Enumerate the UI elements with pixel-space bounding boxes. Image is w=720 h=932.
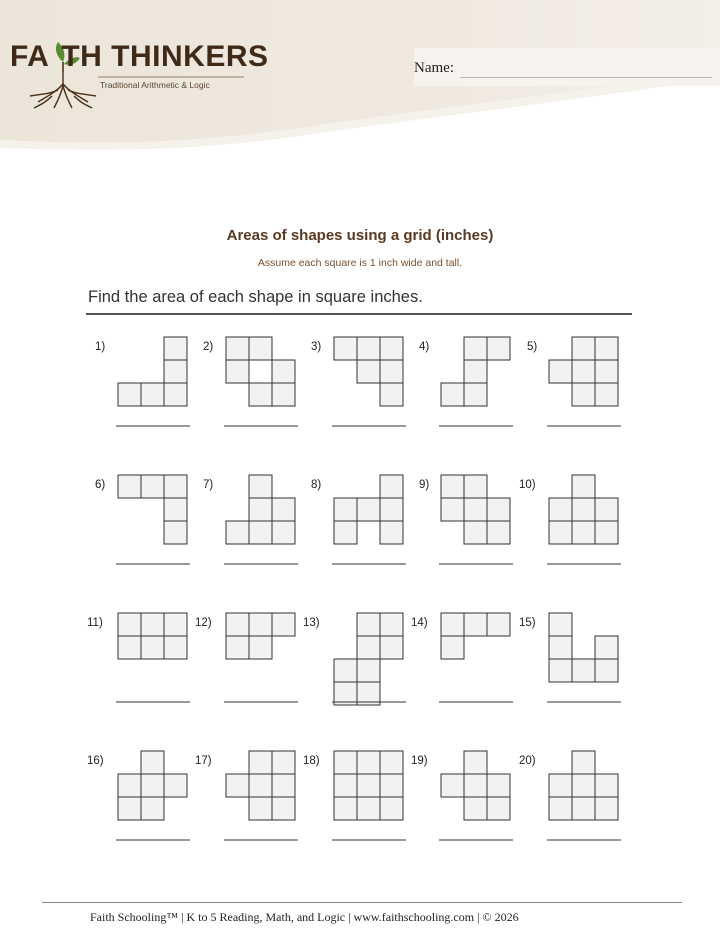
grid-cell: [249, 797, 272, 820]
grid-cell: [249, 383, 272, 406]
grid-cell: [357, 751, 380, 774]
grid-cell: [249, 498, 272, 521]
problem-17: [195, 751, 298, 840]
grid-cell: [164, 337, 187, 360]
grid-cell: [334, 774, 357, 797]
problem-label: 18): [303, 755, 320, 767]
grid-cell: [595, 659, 618, 682]
problem-label: 4): [419, 341, 430, 353]
logo-wordmark-part-a: FA: [10, 40, 50, 73]
grid-cell: [464, 613, 487, 636]
grid-cell: [226, 337, 249, 360]
grid-cell: [272, 751, 295, 774]
grid-cell: [572, 797, 595, 820]
grid-cell: [464, 521, 487, 544]
grid-cell: [272, 360, 295, 383]
problem-label: 19): [411, 755, 428, 767]
grid-cell: [441, 636, 464, 659]
grid-cell: [249, 337, 272, 360]
grid-cell: [249, 636, 272, 659]
grid-cell: [487, 774, 510, 797]
grid-cell: [357, 360, 380, 383]
grid-cell: [595, 774, 618, 797]
grid-cell: [272, 383, 295, 406]
grid-cell: [595, 360, 618, 383]
grid-cell: [572, 774, 595, 797]
grid-cell: [164, 360, 187, 383]
grid-cell: [334, 659, 357, 682]
grid-cell: [226, 360, 249, 383]
grid-cell: [549, 521, 572, 544]
problem-label: 11): [87, 617, 103, 629]
worksheet-subtitle: Assume each square is 1 inch wide and tall.: [257, 257, 463, 269]
grid-cell: [441, 613, 464, 636]
grid-cell: [118, 475, 141, 498]
grid-cell: [595, 521, 618, 544]
grid-cell: [249, 475, 272, 498]
grid-cell: [226, 774, 249, 797]
grid-cell: [380, 383, 403, 406]
grid-cell: [572, 360, 595, 383]
grid-cell: [164, 498, 187, 521]
problem-2: [203, 337, 298, 426]
grid-cell: [357, 613, 380, 636]
problem-label: 17): [195, 755, 212, 767]
problem-label: 10): [519, 479, 536, 491]
problem-18: [303, 751, 406, 840]
grid-cell: [334, 521, 357, 544]
logo-wordmark-part-b: TH THINKERS: [61, 40, 269, 73]
problem-label: 5): [527, 341, 538, 353]
grid-cell: [249, 613, 272, 636]
grid-cell: [487, 337, 510, 360]
problem-7: [203, 475, 298, 564]
problem-10: [519, 475, 621, 564]
problem-label: 20): [519, 755, 536, 767]
grid-cell: [334, 498, 357, 521]
grid-cell: [164, 613, 187, 636]
grid-cell: [380, 774, 403, 797]
grid-cell: [357, 774, 380, 797]
grid-cell: [595, 797, 618, 820]
grid-cell: [549, 498, 572, 521]
grid-cell: [226, 521, 249, 544]
problem-label: 1): [95, 341, 106, 353]
grid-cell: [249, 774, 272, 797]
grid-cell: [572, 498, 595, 521]
problem-13: [303, 613, 406, 705]
grid-cell: [272, 797, 295, 820]
problem-5: [527, 337, 621, 426]
grid-cell: [226, 613, 249, 636]
grid-cell: [380, 498, 403, 521]
grid-cell: [464, 475, 487, 498]
problem-label: 3): [311, 341, 322, 353]
problem-1: [95, 337, 190, 426]
problem-6: [95, 475, 190, 564]
grid-cell: [272, 521, 295, 544]
grid-cell: [164, 383, 187, 406]
grid-cell: [249, 751, 272, 774]
grid-cell: [595, 383, 618, 406]
problem-9: [419, 475, 513, 564]
problem-label: 9): [419, 479, 430, 491]
problem-label: 2): [203, 341, 214, 353]
grid-cell: [141, 613, 164, 636]
footer-divider: [42, 902, 682, 903]
grid-cell: [572, 383, 595, 406]
grid-cell: [141, 797, 164, 820]
grid-cell: [595, 498, 618, 521]
grid-cell: [441, 383, 464, 406]
grid-cell: [141, 475, 164, 498]
grid-cell: [549, 636, 572, 659]
grid-cell: [572, 751, 595, 774]
problem-11: [87, 613, 190, 702]
problem-label: 12): [195, 617, 212, 629]
grid-cell: [118, 613, 141, 636]
grid-cell: [357, 659, 380, 682]
grid-cell: [549, 774, 572, 797]
grid-cell: [441, 498, 464, 521]
footer-text: Faith Schooling™ | K to 5 Reading, Math, and Logic | www.faithschooling.com | © 2026: [90, 910, 519, 924]
problem-4: [419, 337, 513, 426]
problem-label: 13): [303, 617, 320, 629]
grid-cell: [464, 498, 487, 521]
problem-8: [311, 475, 406, 564]
problem-label: 14): [411, 617, 428, 629]
grid-cell: [380, 636, 403, 659]
worksheet-instruction: Find the area of each shape in square inches.: [88, 288, 423, 306]
grid-cell: [357, 337, 380, 360]
grid-cell: [334, 337, 357, 360]
problem-label: 15): [519, 617, 536, 629]
grid-cell: [380, 751, 403, 774]
grid-cell: [595, 636, 618, 659]
grid-cell: [572, 475, 595, 498]
grid-cell: [164, 636, 187, 659]
grid-cell: [441, 774, 464, 797]
problem-3: [311, 337, 406, 426]
grid-cell: [141, 636, 164, 659]
grid-cell: [464, 797, 487, 820]
grid-cell: [595, 337, 618, 360]
grid-cell: [141, 774, 164, 797]
problem-12: [195, 613, 298, 702]
grid-cell: [441, 475, 464, 498]
grid-cell: [380, 360, 403, 383]
grid-cell: [118, 797, 141, 820]
grid-cell: [380, 475, 403, 498]
grid-cell: [464, 360, 487, 383]
grid-cell: [380, 797, 403, 820]
grid-cell: [549, 659, 572, 682]
grid-cell: [118, 383, 141, 406]
grid-cell: [549, 797, 572, 820]
grid-cell: [572, 659, 595, 682]
grid-cell: [357, 636, 380, 659]
grid-cell: [572, 521, 595, 544]
problem-label: 16): [87, 755, 104, 767]
grid-cell: [549, 613, 572, 636]
grid-cell: [272, 498, 295, 521]
problem-16: [87, 751, 190, 840]
grid-cell: [226, 636, 249, 659]
problem-20: [519, 751, 621, 840]
grid-cell: [272, 774, 295, 797]
grid-cell: [487, 797, 510, 820]
problem-label: 6): [95, 479, 106, 491]
grid-cell: [464, 337, 487, 360]
grid-cell: [380, 613, 403, 636]
grid-cell: [464, 383, 487, 406]
logo-tagline: Traditional Arithmetic & Logic: [100, 80, 210, 90]
grid-cell: [572, 337, 595, 360]
grid-cell: [141, 751, 164, 774]
problem-label: 8): [311, 479, 322, 491]
grid-cell: [334, 751, 357, 774]
problem-15: [519, 613, 621, 702]
grid-cell: [118, 636, 141, 659]
grid-cell: [141, 383, 164, 406]
grid-cell: [487, 613, 510, 636]
grid-cell: [272, 613, 295, 636]
grid-cell: [549, 360, 572, 383]
problem-label: 7): [203, 479, 214, 491]
grid-cell: [357, 797, 380, 820]
grid-cell: [380, 521, 403, 544]
worksheet-title: Areas of shapes using a grid (inches): [226, 227, 494, 244]
grid-cell: [487, 521, 510, 544]
grid-cell: [118, 774, 141, 797]
grid-cell: [464, 751, 487, 774]
grid-cell: [164, 521, 187, 544]
name-label: Name:: [414, 60, 454, 76]
grid-cell: [464, 774, 487, 797]
problem-19: [411, 751, 513, 840]
grid-cell: [164, 475, 187, 498]
grid-cell: [249, 521, 272, 544]
grid-cell: [357, 498, 380, 521]
grid-cell: [487, 498, 510, 521]
grid-cell: [164, 774, 187, 797]
problem-14: [411, 613, 513, 702]
grid-cell: [380, 337, 403, 360]
grid-cell: [334, 797, 357, 820]
